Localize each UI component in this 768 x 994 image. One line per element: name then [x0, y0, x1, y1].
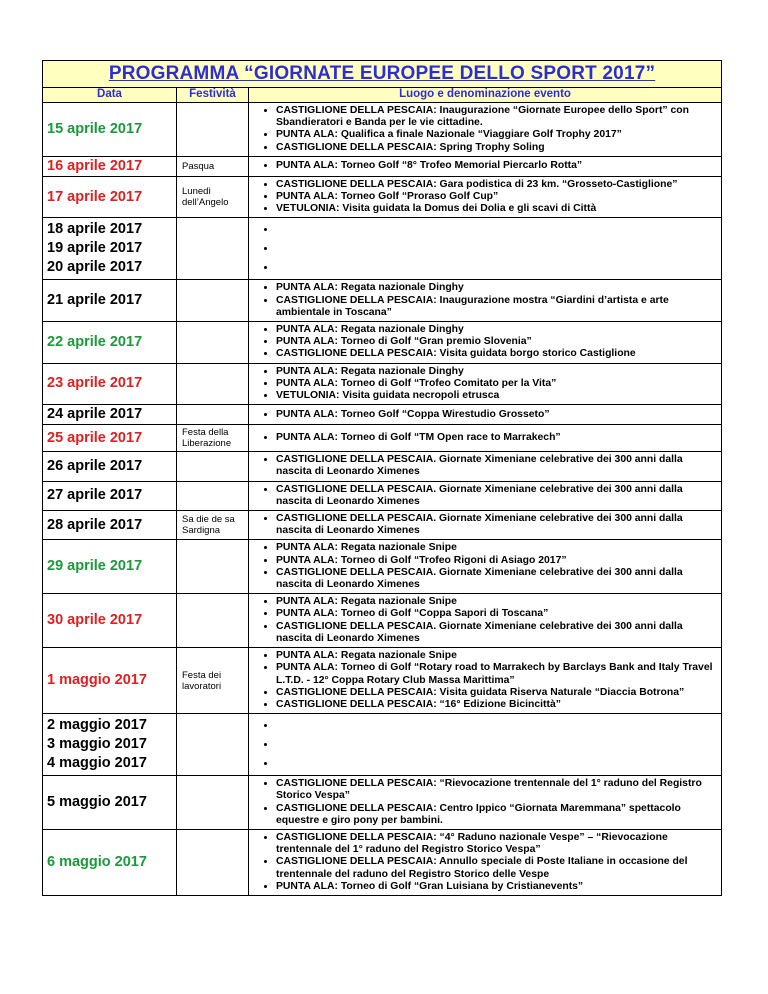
table-row	[43, 280, 722, 322]
event-item: • CASTIGLIONE DELLA PESCAIA. Giornate Ximeniane celebrative dei 300 anni dalla nascita di Leonardo Ximenes	[276, 513, 717, 537]
festivity-cell	[177, 540, 249, 594]
events-cell	[249, 540, 722, 594]
festivity-cell: Festa della Liberazione	[177, 425, 249, 452]
event-item: • PUNTA ALA: Torneo Golf “Coppa Wirestudio Grosseto”	[276, 409, 717, 421]
date-cell: 28 aprile 2017	[43, 511, 177, 540]
event-item: • CASTIGLIONE DELLA PESCAIA: Centro Ippico “Giornata Maremmana” spettacolo equestre e giro pony per bambini.	[276, 803, 717, 827]
title-cell	[43, 61, 722, 88]
events-cell	[249, 452, 722, 481]
date-label: 2 maggio 2017	[47, 717, 147, 734]
event-item: • CASTIGLIONE DELLA PESCAIA: Visita guidata borgo storico Castiglione	[276, 348, 717, 360]
events-cell	[249, 481, 722, 510]
date-cell: 5 maggio 2017	[43, 776, 177, 830]
festivity-cell	[177, 481, 249, 510]
table-row	[43, 452, 722, 481]
event-list	[249, 832, 721, 893]
event-list	[249, 282, 721, 319]
event-item: • PUNTA ALA: Regata nazionale Dinghy	[276, 324, 717, 336]
date-label: 3 maggio 2017	[47, 736, 147, 753]
table-row	[43, 511, 722, 540]
events-cell	[249, 829, 722, 895]
title-row	[43, 61, 722, 88]
header-event: Luogo e denominazione evento	[249, 88, 722, 103]
event-list	[249, 105, 721, 154]
events-cell	[249, 363, 722, 405]
date-cell: 16 aprile 2017	[43, 156, 177, 176]
event-item	[276, 754, 717, 773]
event-list	[249, 596, 721, 645]
date-cell: 23 aprile 2017	[43, 363, 177, 405]
festivity-cell	[177, 363, 249, 405]
table-row	[43, 540, 722, 594]
date-cell: 24 aprile 2017	[43, 405, 177, 425]
date-cell: 25 aprile 2017	[43, 425, 177, 452]
event-item: • CASTIGLIONE DELLA PESCAIA: “4° Raduno nazionale Vespe” – “Rievocazione trentennale del 1° raduno del Registro Storico Vespa”	[276, 832, 717, 856]
table-row	[43, 405, 722, 425]
event-list	[249, 484, 721, 508]
date-label: 19 aprile 2017	[47, 240, 143, 257]
events-cell	[249, 511, 722, 540]
event-list	[249, 454, 721, 478]
date-cell: 15 aprile 2017	[43, 103, 177, 157]
table-row	[43, 218, 722, 280]
table-row	[43, 594, 722, 648]
event-item: • CASTIGLIONE DELLA PESCAIA: Annullo speciale di Poste Italiane in occasione del trentennale del raduno del Registro Storico delle Vespe	[276, 856, 717, 880]
header-row	[43, 88, 722, 103]
table-row	[43, 156, 722, 176]
festivity-cell: Pasqua	[177, 156, 249, 176]
festivity-cell	[177, 405, 249, 425]
date-cell: 30 aprile 2017	[43, 594, 177, 648]
event-item	[276, 258, 717, 277]
events-cell	[249, 280, 722, 322]
festivity-cell	[177, 322, 249, 364]
events-cell	[249, 176, 722, 218]
date-label: 4 maggio 2017	[47, 755, 147, 772]
event-item: • PUNTA ALA: Torneo di Golf “Trofeo Comitato per la Vita”	[276, 378, 717, 390]
event-list	[249, 650, 721, 711]
table-row	[43, 176, 722, 218]
event-list	[249, 324, 721, 361]
festivity-cell	[177, 218, 249, 280]
page-title: PROGRAMMA “GIORNATE EUROPEE DELLO SPORT 2017”	[108, 63, 656, 84]
festivity-cell: Sa die de sa Sardigna	[177, 511, 249, 540]
event-item: • PUNTA ALA: Regata nazionale Snipe	[276, 596, 717, 608]
table-row	[43, 648, 722, 714]
event-list	[249, 366, 721, 403]
date-cell: 1 maggio 2017	[43, 648, 177, 714]
date-cell: 26 aprile 2017	[43, 452, 177, 481]
header-festivity: Festività	[177, 88, 249, 103]
event-item: • PUNTA ALA: Regata nazionale Snipe	[276, 650, 717, 662]
event-list	[249, 542, 721, 591]
festivity-cell: Lunedì dell’Angelo	[177, 176, 249, 218]
event-list	[249, 179, 721, 216]
festivity-cell	[177, 280, 249, 322]
event-item	[276, 220, 717, 239]
date-label: 20 aprile 2017	[47, 259, 143, 276]
event-item: • VETULONIA: Visita guidata necropoli etrusca	[276, 390, 717, 402]
program-table	[42, 60, 722, 896]
event-item: • CASTIGLIONE DELLA PESCAIA: Visita guidata Riserva Naturale “Diaccia Botrona”	[276, 687, 717, 699]
event-item	[276, 735, 717, 754]
festivity-cell	[177, 714, 249, 776]
events-cell	[249, 322, 722, 364]
event-item: • PUNTA ALA: Torneo di Golf “Rotary road to Marrakech by Barclays Bank and Italy Travel L.T.D. - 12° Coppa Rotary Club Massa Marittima”	[276, 662, 717, 686]
date-label: 18 aprile 2017	[47, 221, 143, 238]
table-row	[43, 103, 722, 157]
date-cell: 17 aprile 2017	[43, 176, 177, 218]
table-row	[43, 425, 722, 452]
event-item: • CASTIGLIONE DELLA PESCAIA: Inaugurazione “Giornate Europee dello Sport” con Sbandieratori e Banda per le vie cittadine.	[276, 105, 717, 129]
events-cell	[249, 594, 722, 648]
festivity-cell	[177, 452, 249, 481]
table-row	[43, 829, 722, 895]
event-item: • CASTIGLIONE DELLA PESCAIA. Giornate Ximeniane celebrative dei 300 anni dalla nascita di Leonardo Ximenes	[276, 454, 717, 478]
festivity-cell	[177, 103, 249, 157]
event-item: • PUNTA ALA: Torneo di Golf “Gran premio Slovenia”	[276, 336, 717, 348]
event-item: • PUNTA ALA: Qualifica a finale Nazionale “Viaggiare Golf Trophy 2017”	[276, 129, 717, 141]
events-cell	[249, 405, 722, 425]
event-item: • CASTIGLIONE DELLA PESCAIA. Giornate Ximeniane celebrative dei 300 anni dalla nascita di Leonardo Ximenes	[276, 567, 717, 591]
festivity-cell	[177, 594, 249, 648]
event-item: • CASTIGLIONE DELLA PESCAIA. Giornate Ximeniane celebrative dei 300 anni dalla nascita di Leonardo Ximenes	[276, 484, 717, 508]
event-list	[249, 778, 721, 827]
event-list	[249, 716, 721, 773]
event-item: • VETULONIA: Visita guidata la Domus dei Dolia e gli scavi di Città	[276, 203, 717, 215]
events-cell	[249, 103, 722, 157]
event-list	[249, 160, 721, 172]
events-cell	[249, 776, 722, 830]
event-item: • CASTIGLIONE DELLA PESCAIA: “Rievocazione trentennale del 1° raduno del Registro Storico Vespa”	[276, 778, 717, 802]
date-cell: 6 maggio 2017	[43, 829, 177, 895]
event-item: • PUNTA ALA: Torneo di Golf “Coppa Sapori di Toscana”	[276, 608, 717, 620]
header-date: Data	[43, 88, 177, 103]
event-item: • PUNTA ALA: Regata nazionale Dinghy	[276, 366, 717, 378]
event-item: • PUNTA ALA: Torneo di Golf “Trofeo Rigoni di Asiago 2017”	[276, 555, 717, 567]
table-row	[43, 322, 722, 364]
event-item	[276, 716, 717, 735]
date-cell: 21 aprile 2017	[43, 280, 177, 322]
festivity-cell	[177, 776, 249, 830]
events-cell	[249, 425, 722, 452]
events-cell	[249, 648, 722, 714]
event-item: • PUNTA ALA: Torneo di Golf “TM Open race to Marrakech”	[276, 432, 717, 444]
event-item: • PUNTA ALA: Torneo di Golf “Gran Luisiana by Cristianevents”	[276, 881, 717, 893]
event-item: • PUNTA ALA: Torneo Golf “Proraso Golf Cup”	[276, 191, 717, 203]
table-row	[43, 481, 722, 510]
date-cell: 27 aprile 2017	[43, 481, 177, 510]
event-list	[249, 409, 721, 421]
event-item: • CASTIGLIONE DELLA PESCAIA: “16° Edizione Bicincittà”	[276, 699, 717, 711]
event-item: • CASTIGLIONE DELLA PESCAIA: Spring Trophy Soling	[276, 142, 717, 154]
event-item: • PUNTA ALA: Regata nazionale Snipe	[276, 542, 717, 554]
date-cell	[43, 218, 177, 280]
event-list	[249, 432, 721, 444]
table-row	[43, 776, 722, 830]
event-item: • CASTIGLIONE DELLA PESCAIA. Giornate Ximeniane celebrative dei 300 anni dalla nascita di Leonardo Ximenes	[276, 621, 717, 645]
event-item: • CASTIGLIONE DELLA PESCAIA: Inaugurazione mostra “Giardini d’artista e arte ambientale in Toscana”	[276, 295, 717, 319]
event-list	[249, 220, 721, 277]
event-item: • PUNTA ALA: Torneo Golf “8° Trofeo Memorial Piercarlo Rotta”	[276, 160, 717, 172]
event-item	[276, 239, 717, 258]
date-cell: 22 aprile 2017	[43, 322, 177, 364]
event-item: • CASTIGLIONE DELLA PESCAIA: Gara podistica di 23 km. “Grosseto-Castiglione”	[276, 179, 717, 191]
table-row	[43, 714, 722, 776]
program-sheet	[42, 60, 722, 896]
table-row	[43, 363, 722, 405]
date-cell	[43, 714, 177, 776]
events-cell	[249, 156, 722, 176]
festivity-cell	[177, 829, 249, 895]
event-item: • PUNTA ALA: Regata nazionale Dinghy	[276, 282, 717, 294]
event-list	[249, 513, 721, 537]
events-cell	[249, 218, 722, 280]
date-cell: 29 aprile 2017	[43, 540, 177, 594]
festivity-cell: Festa dei lavoratori	[177, 648, 249, 714]
events-cell	[249, 714, 722, 776]
